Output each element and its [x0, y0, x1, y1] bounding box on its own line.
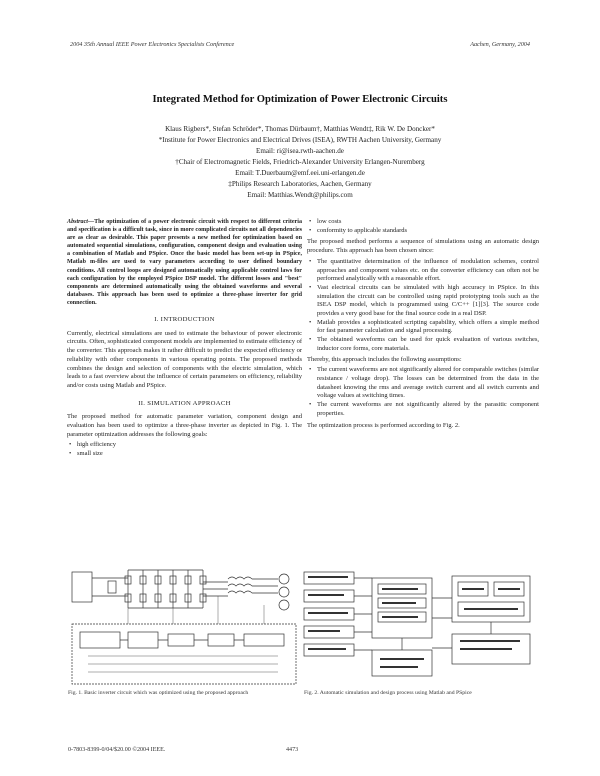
box-text-line: [308, 630, 340, 632]
box-text-line: [382, 602, 416, 604]
grid-source: [279, 600, 289, 610]
affiliation-1: *Institute for Power Electronics and Electrical Drives (ISEA), RWTH Aachen University, Germany: [158, 136, 442, 144]
email-3: Email: Matthias.Wendt@philips.com: [247, 191, 353, 199]
method-paragraph: The proposed method performs a sequence of simulations using an automatic design procedure. This approach has been chosen since:: [307, 238, 539, 255]
list-item: • low costs: [317, 218, 539, 227]
simulation-text: The proposed method for automatic parameter variation, component design and evaluation has been used to optimize a three-phase inverter as depicted in Fig. 1. The parameter optimization addresses the following goals:: [67, 413, 302, 438]
inverter-rails: [128, 570, 203, 608]
figure-2-caption: Fig. 2. Automatic simulation and design process using Matlab and PSpice: [304, 690, 472, 696]
goals-list-left: [67, 441, 302, 458]
list-item: • Vast electrical circuits can be simulated with high accuracy in PSpice. In this simulation the circuit can be controlled using rapid prototyping tools such as the ISEA DSP model, which is programmed using C/C++ [1][3]. The source code provides a very good base for the final source code in a real DSP.: [317, 284, 539, 319]
dc-link-capacitor: [108, 581, 116, 593]
list-item: • high efficiency: [77, 441, 302, 450]
box-text-line: [380, 666, 418, 668]
box-text-line: [308, 612, 348, 614]
list-item: • The current waveforms are not significantly altered for comparable switches (similar resistance / voltage drop). The losses can be determined from the data in the datasheet knowing the rms and average switch current and all switch currents and voltage values at switching times.: [317, 366, 539, 401]
evaluation-block: [372, 650, 432, 676]
output-inductor: [228, 591, 252, 593]
sensor-block: [208, 634, 234, 646]
feedback-lines: [128, 596, 264, 624]
dsp-model-block: [80, 632, 120, 648]
phase-lines: [203, 582, 228, 596]
list-item: • The obtained waveforms can be used for quick evaluation of various switches, inductor core forms, core materials.: [317, 336, 539, 353]
list-item: • small size: [77, 450, 302, 459]
output-inductor: [228, 577, 252, 579]
list-item: • The quantitative determination of the influence of modulation schemes, control approaches and component values etc. on the converter efficiency can often not be performed analytically with a reasonable effort.: [317, 258, 539, 284]
grid-source: [279, 574, 289, 584]
section-heading-simulation: II. SIMULATION APPROACH: [138, 399, 231, 407]
figure-2-process-diagram: [302, 568, 534, 688]
paper-title: Integrated Method for Optimization of Power Electronic Circuits: [152, 94, 448, 105]
reasons-list: [307, 258, 539, 354]
box-text-line: [460, 640, 520, 642]
dc-source-block: [72, 572, 92, 602]
list-item: • The current waveforms are not significantly altered by the parasitic component properties.: [317, 401, 539, 418]
assumptions-intro: Thereby, this approach includes the following assumptions:: [307, 355, 462, 363]
figure-1-inverter-schematic: [68, 564, 300, 688]
measurement-block: [244, 634, 284, 646]
introduction-text: Currently, electrical simulations are used to estimate the behaviour of power electronic circuits. Often, sophisticated component models are implemented to estimate efficiency of the converter. This approach makes it rather difficult to predict the expected efficiency or reliability with other components in various operating points. The proposed methods combines the design and selection of components with the electric simulation, which leads to a fast overview about the influence of certain parameters on efficiency, reliability and/or costs using Matlab and PSpice.: [67, 329, 302, 389]
left-column: [67, 218, 302, 461]
arrows: [354, 578, 372, 650]
right-column: [307, 218, 539, 431]
output-inductor: [228, 584, 252, 586]
box-text-line: [382, 616, 418, 618]
box-text-line: [308, 648, 346, 650]
running-header-right: Aachen, Germany, 2004: [470, 41, 530, 48]
section-heading-introduction: I. INTRODUCTION: [154, 316, 215, 324]
signal-bus: [88, 656, 278, 672]
controller-block: [168, 634, 194, 646]
box-text-line: [308, 576, 348, 578]
email-2: Email: T.Duerbaum@emf.eei.uni-erlangen.de: [235, 169, 365, 177]
pspice-block: [452, 576, 530, 622]
grid-source: [279, 587, 289, 597]
author-names: Klaus Rigbers*, Stefan Schröder*, Thomas Dürbaum†, Matthias Wendt‡, Rik W. De Doncker*: [165, 125, 435, 133]
goals-list-right: [307, 218, 539, 235]
list-item: • conformity to applicable standards: [317, 227, 539, 236]
affiliation-3: ‡Philips Research Laboratories, Aachen, Germany: [228, 180, 372, 188]
box-text-line: [498, 588, 520, 590]
arrows: [402, 598, 491, 650]
box-text-line: [308, 594, 344, 596]
email-1: Email: ri@isea.rwth-aachen.de: [256, 147, 344, 155]
copyright-footer: 0-7803-8399-0/04/$20.00 ©2004 IEEE.: [68, 747, 166, 753]
inverter-legs: [128, 570, 203, 608]
control-block: [72, 624, 296, 684]
figure-1-caption: Fig. 1. Basic inverter circuit which was optimized using the proposed approach: [68, 690, 249, 696]
abstract: [67, 218, 302, 307]
process-paragraph: The optimization process is performed according to Fig. 2.: [307, 422, 460, 430]
abstract-label: Abstract: [67, 219, 88, 225]
box-text-line: [464, 608, 518, 610]
box-text-line: [460, 648, 512, 650]
assumptions-list: [307, 366, 539, 418]
running-header-left: 2004 35th Annual IEEE Power Electronics Specialists Conference: [70, 41, 235, 48]
pwm-block: [128, 632, 158, 648]
list-item: • Matlab provides a sophisticated scripting capability, which offers a simple method for fast parameter calculation and signal processing.: [317, 319, 539, 336]
box-text-line: [380, 658, 424, 660]
box-text-line: [462, 588, 484, 590]
affiliation-2: †Chair of Electromagnetic Fields, Friedrich-Alexander University Erlangen-Nuremberg: [175, 158, 425, 166]
grid-lines: [252, 579, 278, 593]
abstract-text: —The optimization of a power electronic circuit with respect to different criteria and specification is a difficult task, since in more complicated circuits not all dependencies are as clear as desirable. This paper presents a new method for optimization based on automated sequential simulations, configuration, component design and evaluation using a combination of Matlab and PSpice. Once the basic model has been set-up in PSpice, Matlab m-files are used to vary parameters according to user defined boundary conditions. All control loops are designed automatically using applicable control laws for each configuration by the employed PSpice DSP model. The different losses and "best" components are determined automatically using the obtained waveforms and several databases. This approach has been used to optimize a three-phase inverter for grid connection.: [67, 219, 302, 306]
box-text-line: [382, 588, 418, 590]
page-number: 4473: [286, 747, 299, 753]
